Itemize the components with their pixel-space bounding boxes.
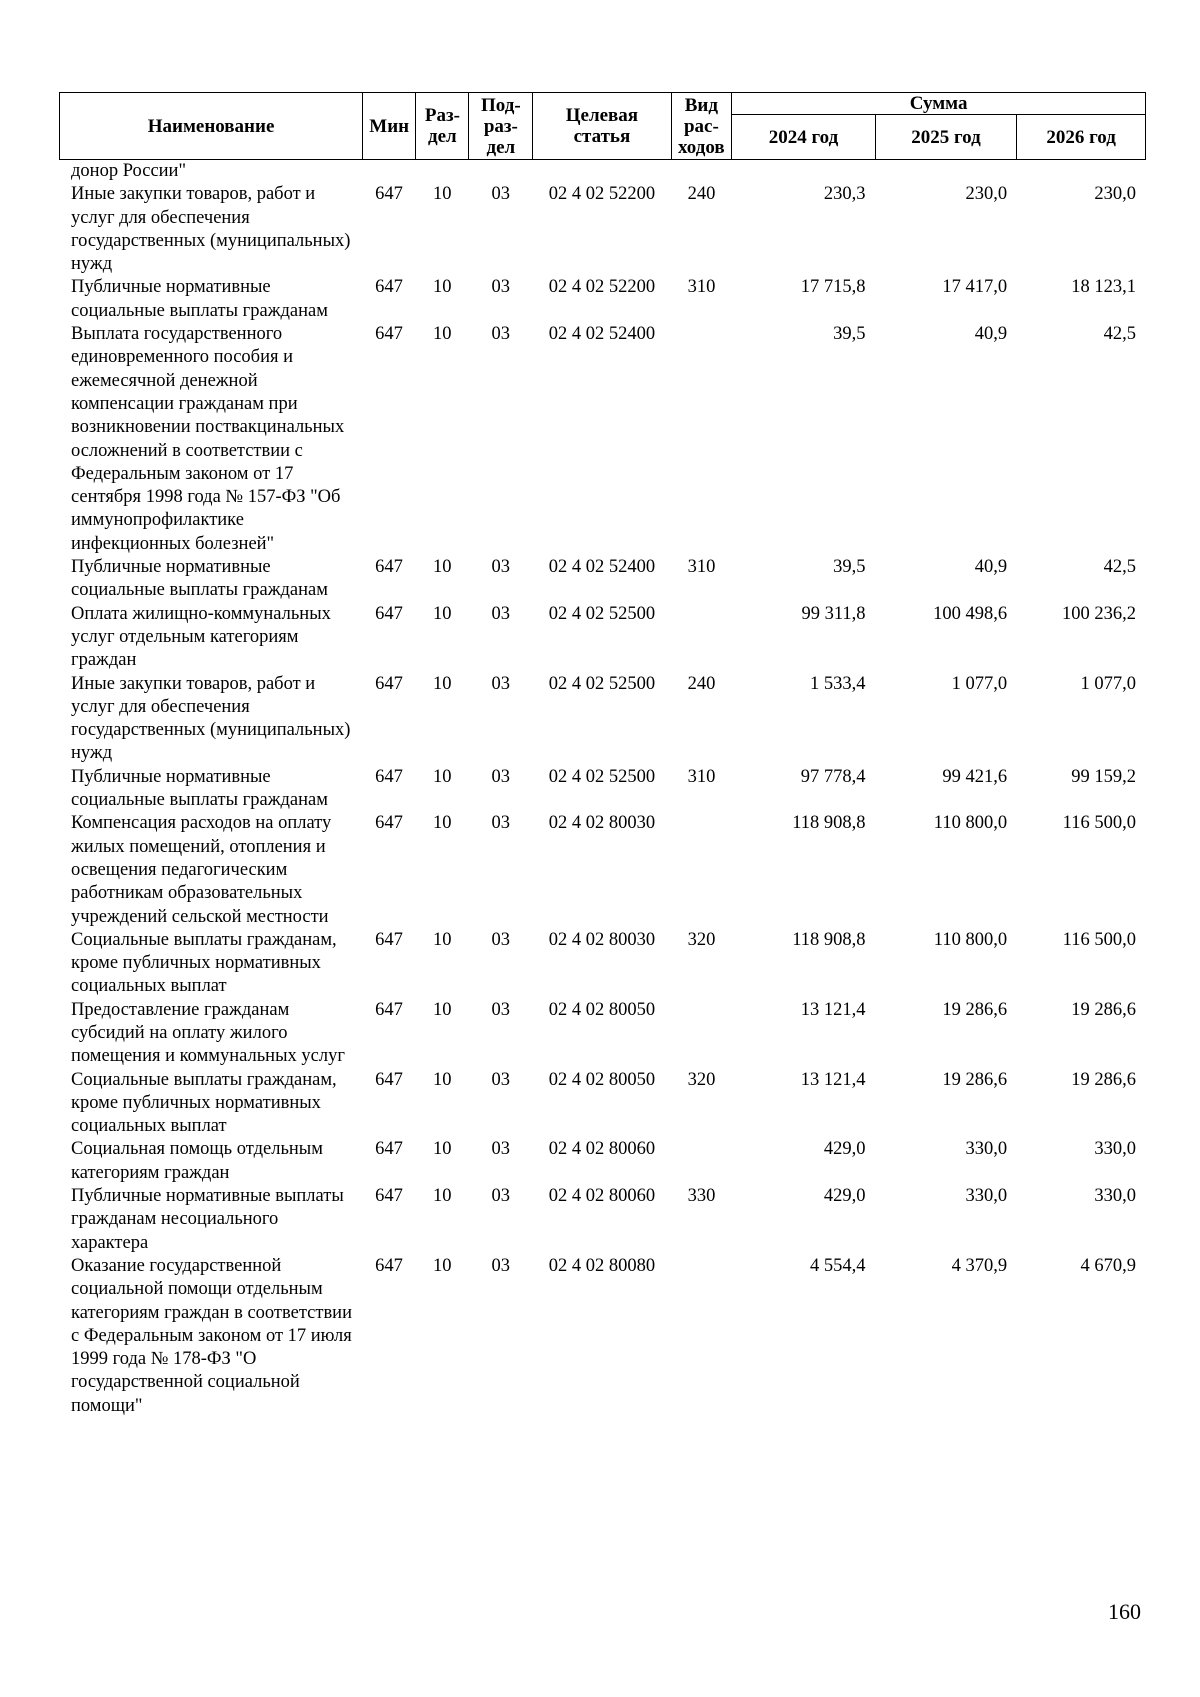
cell-2026: 330,0	[1094, 1139, 1136, 1160]
cell-tselevaya: 02 4 02 80050	[548, 1069, 656, 1090]
cell-min: 647	[375, 1139, 403, 1160]
cell-vid: 320	[687, 929, 716, 950]
cell-vid	[671, 603, 732, 673]
cell-2024: 17 715,8	[800, 277, 866, 298]
cell-2025: 330,0	[965, 1186, 1008, 1207]
cell-2025: 330,0	[965, 1139, 1008, 1160]
cell-min: 647	[375, 999, 403, 1020]
cell-2024: 4 554,4	[810, 1255, 866, 1276]
cell-2026: 18 123,1	[1071, 277, 1136, 298]
table-row	[59, 183, 1146, 276]
header-razdel-line-1: Раз-	[424, 105, 460, 126]
page-number: 160	[1108, 1599, 1141, 1624]
cell-tselevaya	[533, 160, 671, 183]
cell-2024: 39,5	[833, 324, 866, 345]
cell-2026: 1 077,0	[1080, 673, 1136, 694]
table-row	[59, 1138, 1146, 1185]
cell-name: Публичные нормативные социальные выплаты гражданам	[71, 557, 328, 601]
table-row	[59, 276, 1146, 323]
cell-min: 647	[375, 603, 403, 624]
header-tselevaya	[533, 93, 671, 160]
header-year-2026: 2026 год	[1017, 115, 1146, 160]
cell-2025: 19 286,6	[942, 1069, 1008, 1090]
cell-vid	[671, 160, 732, 183]
cell-razdel: 10	[433, 813, 452, 834]
cell-tselevaya: 02 4 02 80050	[548, 999, 656, 1020]
cell-tselevaya: 02 4 02 52500	[548, 673, 656, 694]
cell-name: Социальные выплаты гражданам, кроме публичных нормативных социальных выплат	[71, 929, 337, 997]
cell-vid	[671, 812, 732, 928]
table-row	[59, 999, 1146, 1069]
cell-podrazdel: 03	[491, 766, 511, 787]
cell-min: 647	[375, 277, 403, 298]
cell-2024: 429,0	[823, 1139, 866, 1160]
cell-razdel: 10	[433, 766, 452, 787]
cell-min: 647	[375, 813, 403, 834]
cell-name: Социальная помощь отдельным категориям граждан	[71, 1139, 323, 1183]
table-row	[59, 556, 1146, 603]
table-row	[59, 766, 1146, 813]
cell-razdel: 10	[433, 1139, 452, 1160]
header-razdel-line-2: дел	[428, 126, 457, 147]
cell-vid: 240	[687, 673, 716, 694]
cell-2025: 40,9	[974, 324, 1008, 345]
cell-2026: 99 159,2	[1071, 766, 1136, 787]
cell-razdel	[416, 160, 469, 183]
cell-2026: 42,5	[1103, 557, 1136, 578]
cell-name: Публичные нормативные социальные выплаты гражданам	[71, 277, 328, 321]
cell-2025: 19 286,6	[942, 999, 1008, 1020]
cell-2026: 230,0	[1094, 184, 1136, 205]
cell-podrazdel: 03	[491, 813, 511, 834]
cell-razdel: 10	[433, 603, 452, 624]
cell-razdel: 10	[433, 673, 452, 694]
table-row	[59, 1255, 1146, 1418]
cell-vid: 320	[687, 1069, 716, 1090]
cell-razdel: 10	[433, 1186, 452, 1207]
cell-podrazdel: 03	[491, 673, 511, 694]
cell-name: Выплата государственного единовременного пособия и ежемесячной денежной компенсации гражданам при возникновении поствакцинальных осложнений в соответствии с Федеральным законом от 17 сентября 1998 года № 157-ФЗ "Об иммунопрофилактике инфекционных болезней"	[71, 324, 345, 554]
cell-razdel: 10	[433, 1255, 452, 1276]
cell-2024: 97 778,4	[800, 766, 866, 787]
header-name: Наименование	[60, 93, 363, 160]
cell-2026: 42,5	[1103, 324, 1136, 345]
cell-name: Предоставление гражданам субсидий на оплату жилого помещения и коммунальных услуг	[71, 999, 345, 1067]
cell-tselevaya: 02 4 02 52500	[548, 603, 656, 624]
cell-2024: 13 121,4	[800, 999, 866, 1020]
cell-podrazdel: 03	[491, 184, 511, 205]
cell-2025: 110 800,0	[933, 929, 1008, 950]
cell-min: 647	[375, 557, 403, 578]
table-header	[59, 92, 1146, 160]
cell-podrazdel: 03	[491, 1186, 511, 1207]
cell-tselevaya: 02 4 02 52200	[548, 277, 656, 298]
cell-name: Компенсация расходов на оплату жилых помещений, отопления и освещения педагогическим работникам образовательных учреждений сельской местности	[71, 813, 332, 927]
cell-podrazdel: 03	[491, 929, 511, 950]
cell-podrazdel: 03	[491, 1139, 511, 1160]
cell-podrazdel	[469, 160, 533, 183]
header-year-2025: 2025 год	[875, 115, 1016, 160]
cell-tselevaya: 02 4 02 52500	[548, 766, 656, 787]
header-razdel	[416, 93, 469, 160]
header-year-2024: 2024 год	[732, 115, 876, 160]
cell-name: Публичные нормативные социальные выплаты гражданам	[71, 766, 328, 811]
cell-name: Социальные выплаты гражданам, кроме публичных нормативных социальных выплат	[71, 1069, 337, 1137]
header-vid-line-1: Вид	[684, 94, 718, 116]
header-podrazdel-line-2: раз-	[483, 115, 518, 137]
cell-2025: 17 417,0	[942, 277, 1008, 298]
cell-razdel: 10	[433, 277, 452, 298]
cell-tselevaya: 02 4 02 80030	[548, 813, 656, 834]
cell-min: 647	[375, 324, 403, 345]
cell-2024: 230,3	[823, 184, 866, 205]
cell-razdel: 10	[433, 557, 452, 578]
cell-2024: 99 311,8	[801, 603, 866, 624]
header-podrazdel-line-1: Под-	[481, 94, 521, 116]
header-vid	[671, 93, 732, 160]
cell-2024: 429,0	[823, 1186, 866, 1207]
header-min: Мин	[363, 93, 416, 160]
cell-name: Публичные нормативные выплаты гражданам несоциального характера	[71, 1186, 344, 1253]
cell-vid	[671, 999, 732, 1069]
cell-2024	[732, 160, 876, 183]
cell-vid	[671, 323, 732, 556]
cell-podrazdel: 03	[491, 1069, 511, 1090]
cell-razdel: 10	[433, 929, 452, 950]
cell-tselevaya: 02 4 02 80060	[548, 1139, 656, 1160]
table-row	[59, 323, 1146, 556]
cell-2024: 118 908,8	[792, 813, 866, 834]
cell-tselevaya: 02 4 02 52200	[548, 184, 656, 205]
cell-vid: 310	[687, 277, 716, 298]
table-row	[59, 929, 1146, 999]
cell-razdel: 10	[433, 999, 452, 1020]
header-vid-line-3: ходов	[678, 136, 725, 158]
cell-min: 647	[375, 1186, 403, 1207]
cell-2026: 116 500,0	[1062, 813, 1136, 834]
cell-2026: 330,0	[1094, 1186, 1136, 1207]
cell-name: донор России"	[71, 161, 187, 181]
cell-podrazdel: 03	[491, 277, 511, 298]
cell-vid	[671, 1138, 732, 1185]
cell-tselevaya: 02 4 02 52400	[548, 557, 656, 578]
table-row	[59, 812, 1146, 928]
cell-min: 647	[375, 929, 403, 950]
cell-tselevaya: 02 4 02 80060	[548, 1186, 656, 1207]
cell-vid: 310	[687, 766, 716, 787]
table-row	[59, 1185, 1146, 1255]
cell-podrazdel: 03	[491, 324, 511, 345]
cell-podrazdel: 03	[491, 1255, 511, 1276]
header-tselevaya-line-2: статья	[573, 126, 631, 147]
table-row	[59, 1069, 1146, 1139]
cell-podrazdel: 03	[491, 999, 511, 1020]
cell-2024: 13 121,4	[800, 1069, 866, 1090]
table-row	[59, 160, 1146, 183]
cell-vid: 310	[687, 557, 716, 578]
cell-2025: 1 077,0	[951, 673, 1008, 694]
cell-2026: 19 286,6	[1071, 999, 1136, 1020]
cell-name: Иные закупки товаров, работ и услуг для обеспечения государственных (муниципальных) нужд	[71, 673, 351, 764]
cell-2025: 100 498,6	[933, 603, 1008, 624]
cell-2025: 230,0	[965, 184, 1008, 205]
cell-razdel: 10	[433, 1069, 452, 1090]
cell-name: Оказание государственной социальной помощи отдельным категориям граждан в соответствии с Федеральным законом от 17 июля 1999 года № 178-ФЗ "О государственной социальной помощи"	[71, 1255, 352, 1416]
table-row	[59, 603, 1146, 673]
table-row	[59, 673, 1146, 766]
cell-min: 647	[375, 673, 403, 694]
cell-min	[362, 160, 415, 183]
cell-tselevaya: 02 4 02 52400	[548, 324, 656, 345]
cell-razdel: 10	[433, 324, 452, 345]
cell-2024: 39,5	[833, 557, 866, 578]
cell-min: 647	[375, 1255, 403, 1276]
header-podrazdel	[469, 93, 533, 160]
cell-min: 647	[375, 766, 403, 787]
cell-podrazdel: 03	[491, 603, 511, 624]
cell-vid: 330	[687, 1186, 716, 1207]
header-tselevaya-line-1: Целевая	[565, 105, 639, 126]
header-summa: Сумма	[732, 93, 1146, 115]
cell-2026	[1017, 160, 1146, 183]
table-body	[59, 160, 1146, 1418]
cell-2026: 116 500,0	[1062, 929, 1136, 950]
cell-2025: 110 800,0	[933, 813, 1008, 834]
cell-min: 647	[375, 1069, 403, 1090]
cell-2026: 19 286,6	[1071, 1069, 1136, 1090]
cell-razdel: 10	[433, 184, 452, 205]
cell-2026: 4 670,9	[1080, 1255, 1136, 1276]
cell-name: Иные закупки товаров, работ и услуг для обеспечения государственных (муниципальных) нужд	[71, 184, 351, 275]
cell-podrazdel: 03	[491, 557, 511, 578]
header-podrazdel-line-3: дел	[486, 136, 516, 158]
cell-vid	[671, 1255, 732, 1418]
cell-2025: 4 370,9	[951, 1255, 1008, 1276]
cell-min: 647	[375, 184, 403, 205]
cell-tselevaya: 02 4 02 80030	[548, 929, 656, 950]
cell-2024: 1 533,4	[810, 673, 866, 694]
header-vid-line-2: рас-	[683, 115, 719, 137]
cell-2025	[876, 160, 1018, 183]
cell-name: Оплата жилищно-коммунальных услуг отдельным категориям граждан	[71, 603, 331, 671]
budget-table	[59, 92, 1146, 1418]
cell-2026: 100 236,2	[1062, 603, 1136, 624]
cell-vid: 240	[687, 184, 716, 205]
cell-2025: 40,9	[974, 557, 1008, 578]
cell-tselevaya: 02 4 02 80080	[548, 1255, 656, 1276]
cell-2025: 99 421,6	[942, 766, 1008, 787]
cell-2024: 118 908,8	[792, 929, 866, 950]
